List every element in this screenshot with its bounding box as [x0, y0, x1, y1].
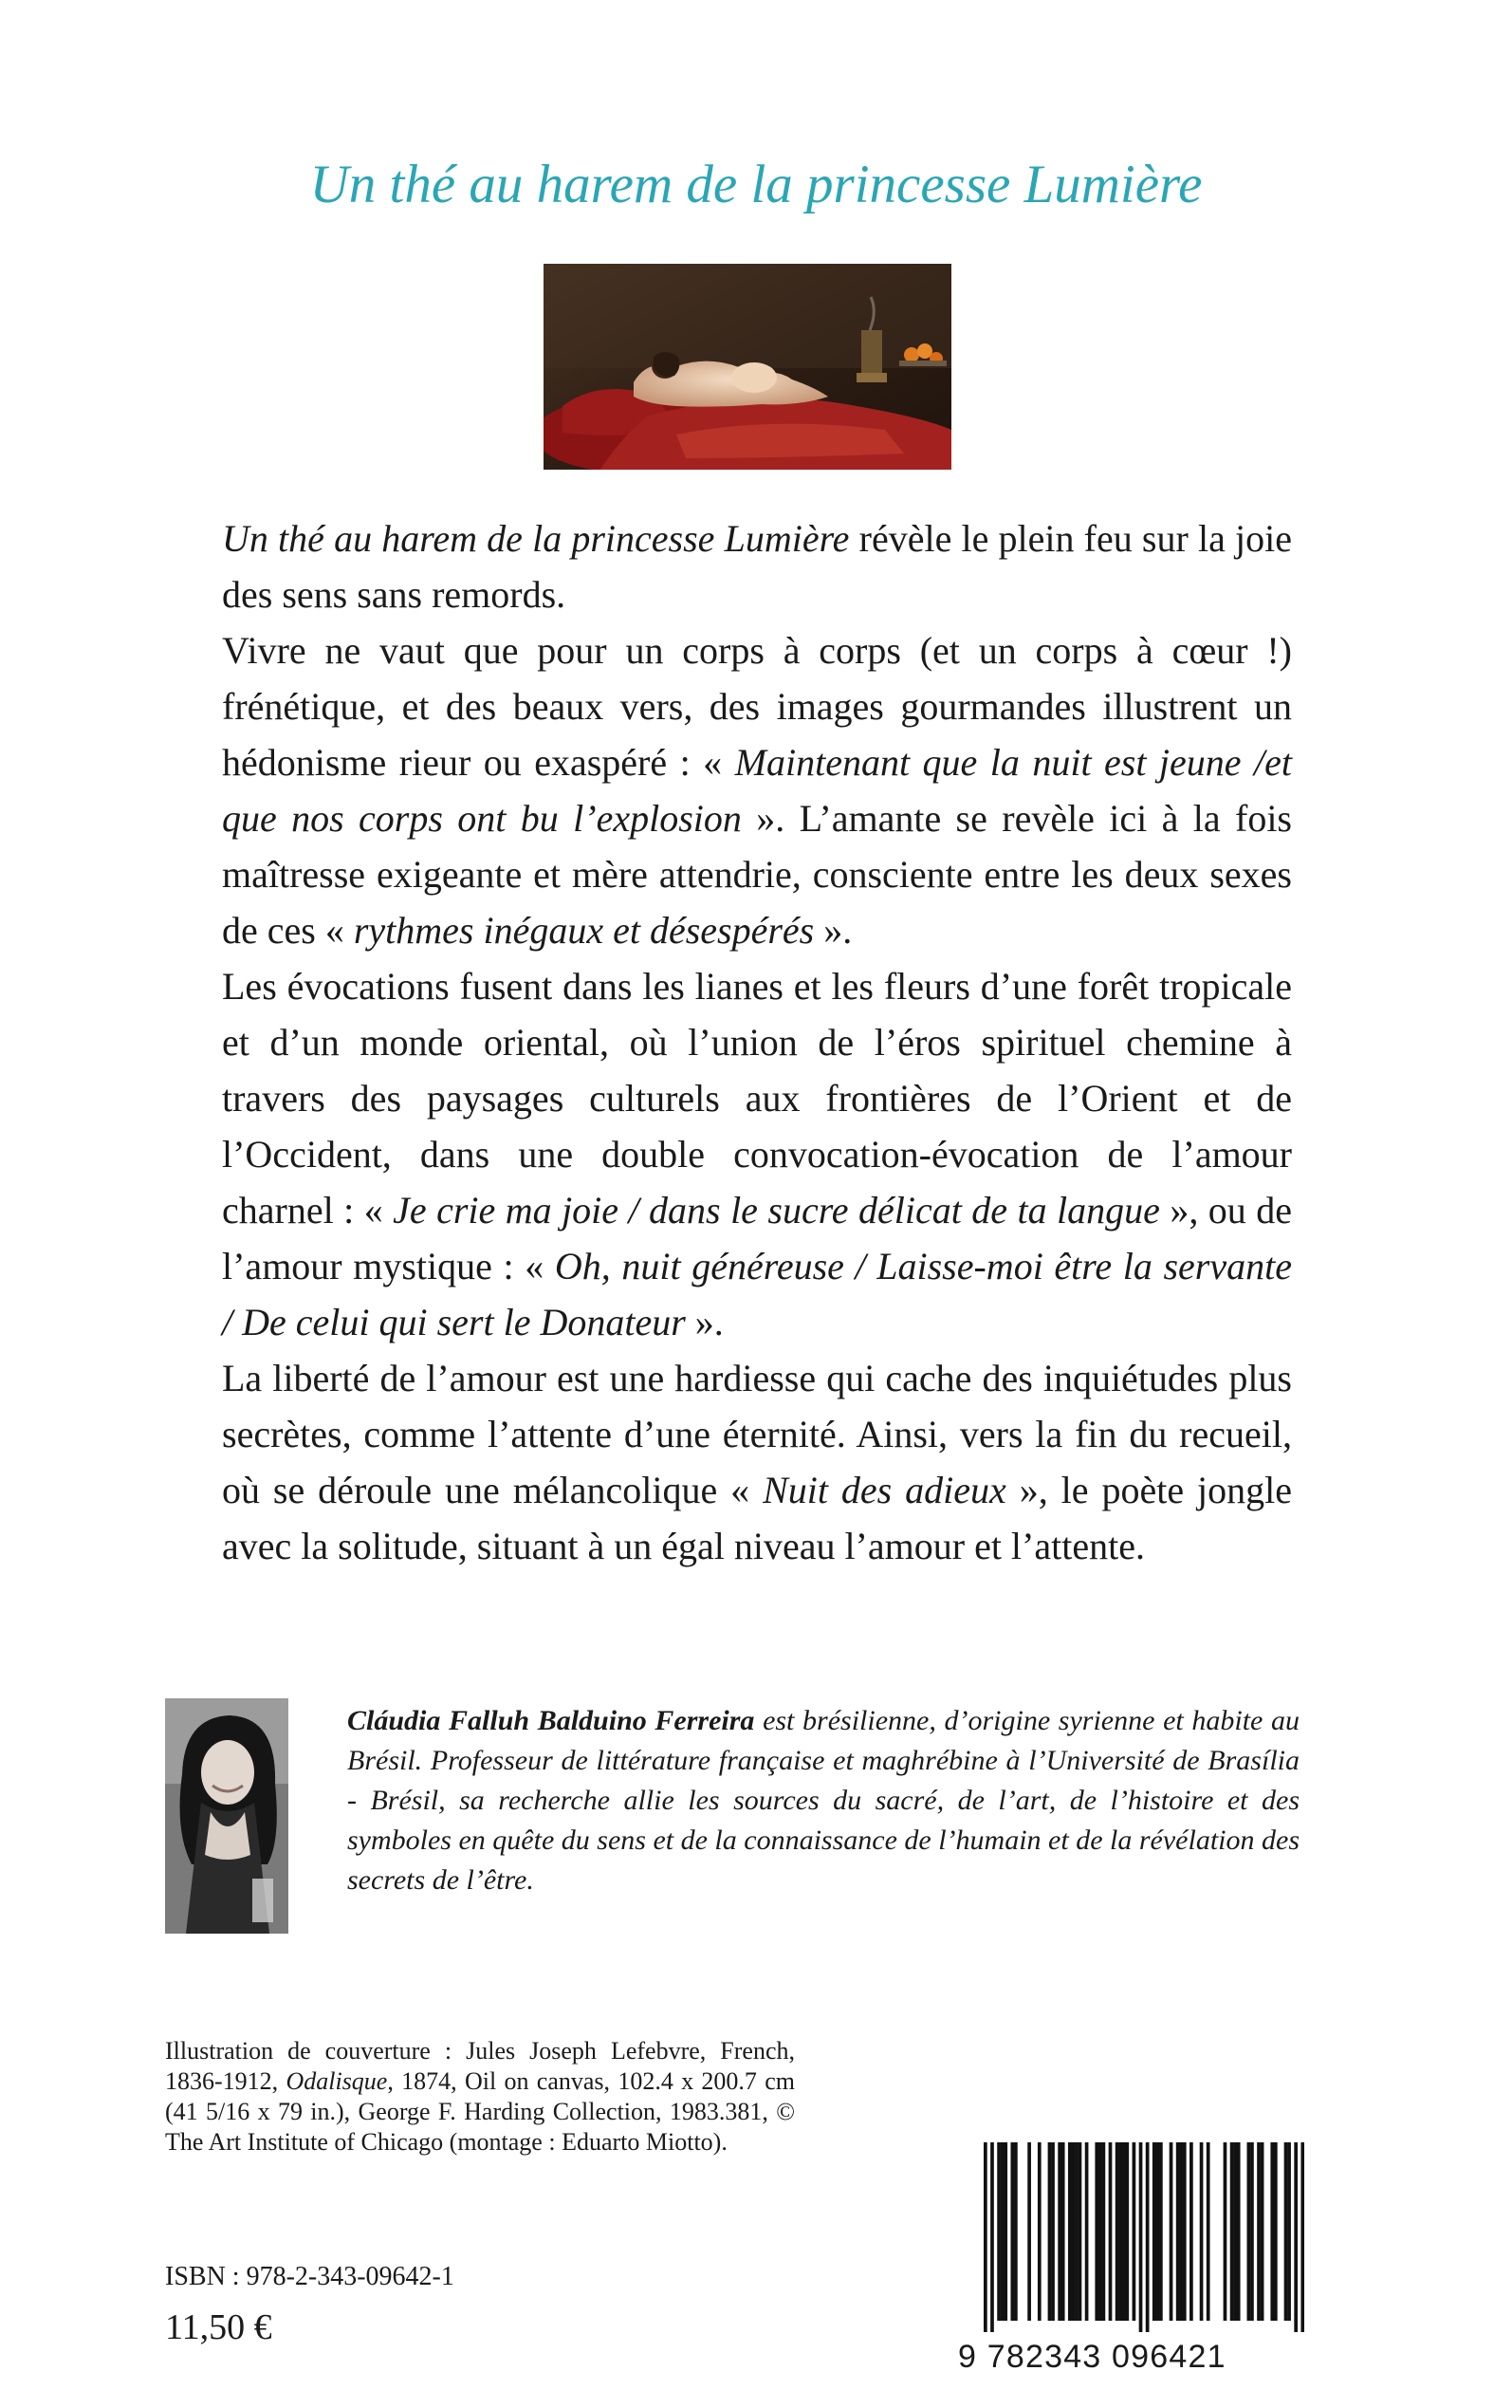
- blurb-quote: rythmes inégaux et désespérés: [353, 909, 815, 952]
- barcode-bar: [1102, 2142, 1106, 2321]
- barcode-bar: [1058, 2142, 1061, 2321]
- barcode-bar: [1176, 2142, 1180, 2321]
- author-bio: [347, 1701, 1300, 1900]
- author-photo: [165, 1698, 288, 1934]
- barcode-bar: [984, 2142, 987, 2332]
- barcode-bar: [1079, 2142, 1082, 2321]
- barcode-bar: [1027, 2142, 1031, 2321]
- price: 11,50 €: [165, 2307, 272, 2347]
- barcode-bar: [997, 2142, 1001, 2321]
- blurb-paragraph-4: [222, 1350, 1292, 1574]
- barcode-bar: [990, 2142, 994, 2332]
- author-bio-text: est brésilienne, d’origine syrienne et habite au Brésil. Professeur de littérature française et maghrébine à l’Université de Brasília - Brésil, sa recherche allie les sources du sacré, de l’art, de l’histoire et des symboles en quête du sens et de la connaissance de l’humain et de la révélation des secrets de l’être.: [347, 1705, 1300, 1896]
- credit-text: Illustration de couverture : Jules Joseph Lefebvre, French, 1836-1912,: [165, 2037, 795, 2095]
- barcode-bar: [1061, 2142, 1065, 2321]
- barcode-bar: [1189, 2142, 1193, 2321]
- barcode-bar: [1118, 2142, 1122, 2321]
- blurb-quote: Maintenant que la nuit est jeune /et que nos corps ont bu l’explosion: [222, 741, 1292, 840]
- blurb-text: La liberté de l’amour est une hardiesse qui cache des inquiétudes plus secrètes, comme l’attente d’une éternité. Ainsi, vers la fin du recueil, où se déroule une mélancolique «: [222, 1357, 1292, 1511]
- barcode-bar: [1048, 2142, 1052, 2321]
- barcode-bar: [1051, 2142, 1055, 2321]
- barcode-bar: [1001, 2142, 1005, 2321]
- author-name: Cláudia Falluh Balduino Ferreira: [347, 1705, 755, 1736]
- blurb-text: révèle le plein feu sur la joie des sens sans remords.: [222, 517, 1292, 616]
- blurb-text: », ou de l’amour mystique : «: [222, 1189, 1292, 1287]
- barcode-bar: [1230, 2142, 1234, 2321]
- blurb-quote: Oh, nuit généreuse / Laisse-moi être la servante / De celui qui sert le Donateur: [222, 1245, 1292, 1343]
- barcode-bar: [1139, 2142, 1143, 2332]
- blurb-quote: Je crie ma joie / dans le sucre délicat de ta langue: [393, 1189, 1160, 1232]
- barcode-bar: [1284, 2142, 1288, 2321]
- back-cover-blurb: [222, 510, 1292, 1574]
- blurb-paragraph-2: [222, 622, 1292, 958]
- blurb-paragraph-3: [222, 958, 1292, 1350]
- barcode-bar: [1183, 2142, 1187, 2321]
- barcode-bar: [1224, 2142, 1227, 2321]
- barcode-bar: [1038, 2142, 1042, 2321]
- barcode-bar: [1200, 2142, 1204, 2321]
- blurb-quote: Nuit des adieux: [763, 1469, 1006, 1511]
- barcode-bar: [1068, 2142, 1072, 2321]
- barcode-bar: [1085, 2142, 1089, 2321]
- blurb-paragraph-1: [222, 510, 1292, 622]
- barcode-bar: [1010, 2142, 1014, 2321]
- blurb-text: Vivre ne vaut que pour un corps à corps (et un corps à cœur !) frénétique, et des beaux vers, des images gourmandes illustrent un hédonisme rieur ou exaspéré : «: [222, 629, 1292, 784]
- barcode-bar: [1159, 2142, 1163, 2321]
- cover-illustration-credit: [165, 2036, 795, 2158]
- blurb-book-title: Un thé au harem de la princesse Lumière: [222, 517, 850, 560]
- barcode-bar: [1287, 2142, 1291, 2321]
- barcode-bar: [1250, 2142, 1254, 2321]
- blurb-text: ». L’amante se revèle ici à la fois maîtresse exigeante et mère attendrie, consciente entre les deux sexes de ces «: [222, 797, 1293, 952]
- barcode-bar: [1109, 2142, 1113, 2321]
- barcode-bar: [1004, 2142, 1007, 2321]
- barcode-bar: [1261, 2142, 1264, 2321]
- barcode-bar: [1152, 2142, 1156, 2321]
- barcode-bar: [1014, 2142, 1018, 2321]
- barcode-bar: [1274, 2142, 1278, 2321]
- barcode-bar: [1133, 2142, 1136, 2321]
- barcode-bar: [1095, 2142, 1098, 2321]
- book-title: Un thé au harem de la princesse Lumière: [309, 155, 1203, 214]
- barcode-bar: [1179, 2142, 1183, 2321]
- barcode-bar: [1146, 2142, 1150, 2332]
- barcode-bar: [1122, 2142, 1126, 2321]
- barcode-bar: [1155, 2142, 1159, 2321]
- barcode-bar: [1170, 2142, 1173, 2321]
- blurb-text: ».: [814, 909, 853, 952]
- barcode-bar: [1257, 2142, 1261, 2321]
- credit-work-title: Odalisque: [286, 2067, 388, 2095]
- isbn: ISBN : 978-2-343-09642-1: [165, 2262, 454, 2291]
- barcode-bar: [1294, 2142, 1298, 2332]
- barcode-bar: [1207, 2142, 1210, 2321]
- blurb-text: », le poète jongle avec la solitude, situant à un égal niveau l’amour et l’attente.: [222, 1469, 1292, 1567]
- barcode-bar: [1270, 2142, 1274, 2321]
- barcode-digits: 9 782343 096421: [958, 2339, 1226, 2375]
- blurb-text: Les évocations fusent dans les lianes et les fleurs d’une forêt tropicale et d’un monde oriental, où l’union de l’éros spirituel chemine à travers des paysages culturels aux frontières de l’Orient et de l’Occident, dans une double convocation-évocation de l’amour charnel : «: [222, 965, 1292, 1232]
- barcode: [984, 2142, 1304, 2332]
- barcode-bar: [1116, 2142, 1119, 2321]
- barcode-bar: [1125, 2142, 1129, 2321]
- barcode-bar: [1098, 2142, 1102, 2321]
- barcode-bar: [1237, 2142, 1241, 2321]
- barcode-bar: [1233, 2142, 1237, 2321]
- barcode-bar: [1072, 2142, 1076, 2321]
- barcode-bar: [1300, 2142, 1304, 2332]
- odalisque-painting: [544, 264, 951, 470]
- barcode-bar: [1247, 2142, 1251, 2321]
- blurb-text: ».: [685, 1301, 724, 1343]
- barcode-bar: [1075, 2142, 1079, 2321]
- credit-text: , 1874, Oil on canvas, 102.4 x 200.7 cm (41 5/16 x 79 in.), George F. Harding Collection, 1983.381, © The Art Institute of Chicago (montage : Eduarto Miotto).: [165, 2067, 795, 2156]
